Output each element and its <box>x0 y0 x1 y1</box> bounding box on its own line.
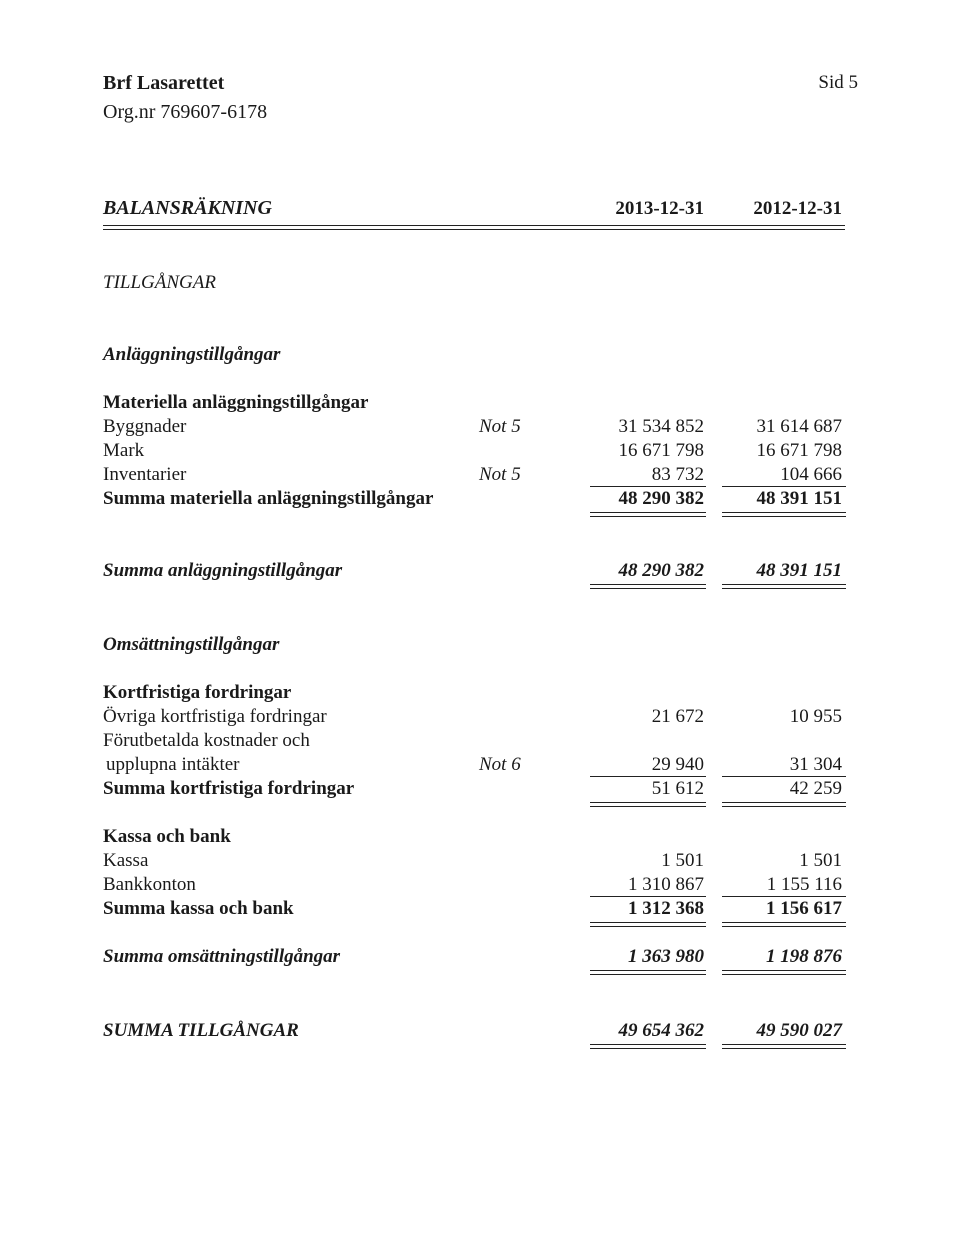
double-underline <box>722 584 846 585</box>
double-underline <box>722 806 846 807</box>
double-underline <box>590 974 706 975</box>
sum-value-2012: 1 156 617 <box>766 898 842 919</box>
double-underline <box>722 1048 846 1049</box>
double-underline <box>590 584 706 585</box>
section-tillgangar: TILLGÅNGAR <box>103 272 216 293</box>
value-2013: 1 310 867 <box>628 874 704 895</box>
row-label-byggnader: Byggnader <box>103 416 187 437</box>
underline <box>722 776 846 777</box>
row-label-bankkonton: Bankkonton <box>103 874 196 895</box>
sum-label-kortfristiga: Summa kortfristiga fordringar <box>103 778 355 799</box>
underline <box>722 896 846 897</box>
row-label-kassa: Kassa <box>103 850 149 871</box>
double-underline <box>590 806 706 807</box>
double-underline <box>590 1044 706 1045</box>
value-2012: 1 501 <box>799 850 842 871</box>
double-underline <box>590 926 706 927</box>
sum-value-2013: 1 312 368 <box>628 898 704 919</box>
sum-value-2012: 48 391 151 <box>756 488 842 509</box>
double-underline <box>722 512 846 513</box>
double-underline <box>590 516 706 517</box>
title-rule-1 <box>103 225 845 226</box>
underline <box>590 776 706 777</box>
value-2013: 83 732 <box>651 464 704 485</box>
page-number: Sid 5 <box>818 72 858 93</box>
value-2012: 10 955 <box>789 706 842 727</box>
org-number: Org.nr 769607-6178 <box>103 101 268 123</box>
value-2012: 16 671 798 <box>756 440 842 461</box>
sum-value-2013: 48 290 382 <box>618 560 704 581</box>
double-underline <box>722 588 846 589</box>
section-omsattningstillgangar: Omsättningstillgångar <box>103 634 280 655</box>
statement-title: BALANSRÄKNING <box>103 197 272 219</box>
value-2013: 16 671 798 <box>618 440 704 461</box>
underline <box>590 486 706 487</box>
value-2012: 104 666 <box>780 464 842 485</box>
sum-value-2012: 42 259 <box>789 778 842 799</box>
double-underline <box>722 516 846 517</box>
double-underline <box>722 974 846 975</box>
underline <box>722 486 846 487</box>
value-2012: 31 304 <box>789 754 842 775</box>
sum-value-2013: 48 290 382 <box>618 488 704 509</box>
group-kassa-bank: Kassa och bank <box>103 826 231 847</box>
double-underline <box>590 970 706 971</box>
double-underline <box>590 512 706 513</box>
double-underline <box>590 922 706 923</box>
double-underline <box>722 926 846 927</box>
double-underline <box>590 588 706 589</box>
row-label-forutbetalda: Förutbetalda kostnader och <box>103 730 310 751</box>
double-underline <box>722 922 846 923</box>
grand-total-label: SUMMA TILLGÅNGAR <box>103 1020 299 1041</box>
value-2012: 31 614 687 <box>756 416 842 437</box>
value-2012: 1 155 116 <box>766 874 842 895</box>
sum-label-materiella: Summa materiella anläggningstillgångar <box>103 488 434 509</box>
row-label-upplupna: upplupna intäkter <box>106 754 240 775</box>
row-label-inventarier: Inventarier <box>103 464 187 485</box>
double-underline <box>590 802 706 803</box>
double-underline <box>590 1048 706 1049</box>
value-2013: 31 534 852 <box>618 416 704 437</box>
company-name: Brf Lasarettet <box>103 72 225 94</box>
sum-label-omsattningstillgangar: Summa omsättningstillgångar <box>103 946 341 967</box>
double-underline <box>722 970 846 971</box>
grand-total-2013: 49 654 362 <box>618 1020 704 1041</box>
note-ref: Not 6 <box>479 754 521 775</box>
sum-value-2012: 48 391 151 <box>756 560 842 581</box>
sum-label-kassa-bank: Summa kassa och bank <box>103 898 294 919</box>
column-header-2012: 2012-12-31 <box>753 198 842 219</box>
row-label-ovriga: Övriga kortfristiga fordringar <box>103 706 327 727</box>
note-ref: Not 5 <box>479 464 521 485</box>
note-ref: Not 5 <box>479 416 521 437</box>
group-kortfristiga: Kortfristiga fordringar <box>103 682 292 703</box>
value-2013: 21 672 <box>651 706 704 727</box>
sum-value-2013: 1 363 980 <box>628 946 704 967</box>
grand-total-2012: 49 590 027 <box>756 1020 842 1041</box>
sum-value-2012: 1 198 876 <box>766 946 842 967</box>
value-2013: 29 940 <box>651 754 704 775</box>
double-underline <box>722 1044 846 1045</box>
sum-label-anlaggningstillgangar: Summa anläggningstillgångar <box>103 560 343 581</box>
title-rule-2 <box>103 229 845 230</box>
double-underline <box>722 802 846 803</box>
group-materiella: Materiella anläggningstillgångar <box>103 392 369 413</box>
sum-value-2013: 51 612 <box>651 778 704 799</box>
value-2013: 1 501 <box>661 850 704 871</box>
section-anlaggningstillgangar: Anläggningstillgångar <box>103 344 281 365</box>
underline <box>590 896 706 897</box>
row-label-mark: Mark <box>103 440 145 461</box>
column-header-2013: 2013-12-31 <box>615 198 704 219</box>
